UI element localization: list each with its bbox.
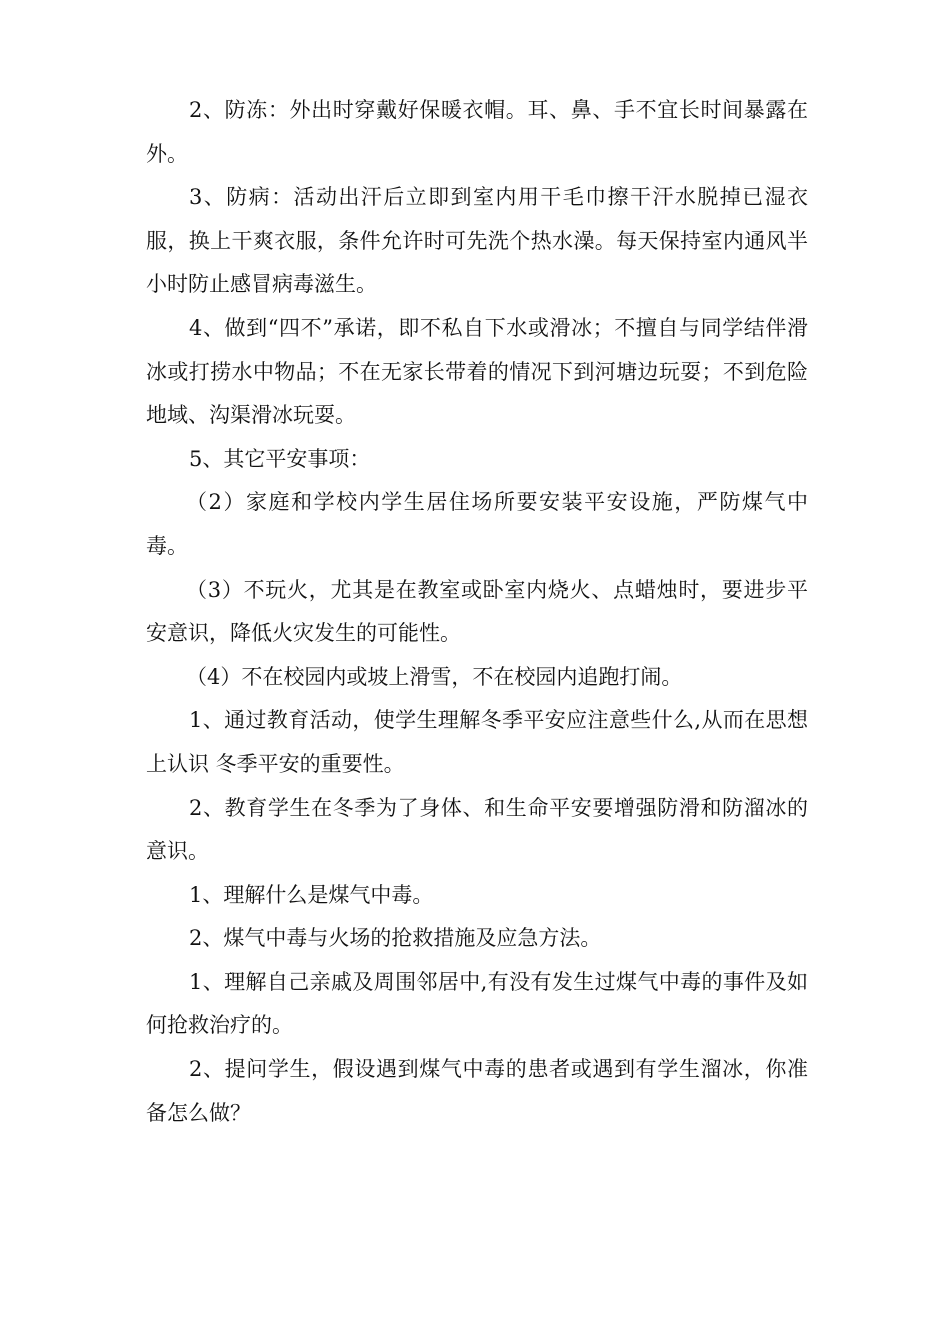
- paragraph: 4、做到“四不”承诺，即不私自下水或滑冰；不擅自与同学结伴滑冰或打捞水中物品；不在无家长带着的情况下到河塘边玩耍；不到危险地域、沟渠滑冰玩耍。: [146, 315, 808, 428]
- paragraph: 3、防病：活动出汗后立即到室内用干毛巾擦干汗水脱掉已湿衣服，换上干爽衣服，条件允许时可先洗个热水澡。每天保持室内通风半小时防止感冒病毒滋生。: [146, 185, 808, 297]
- paragraph: 1、理解自己亲戚及周围邻居中,有没有发生过煤气中毒的事件及如何抢救治疗的。: [146, 969, 808, 1038]
- paragraph: 5、其它平安事项：: [189, 446, 371, 471]
- paragraph: 2、提问学生，假设遇到煤气中毒的患者或遇到有学生溜冰，你准备怎么做？: [146, 1057, 808, 1125]
- document-body: [146, 89, 808, 1135]
- sub-paragraph: （4）不在校园内或坡上滑雪，不在校园内追跑打闹。: [186, 664, 683, 689]
- paragraph: 2、防冻：外出时穿戴好保暖衣帽。耳、鼻、手不宜长时间暴露在外。: [146, 98, 808, 166]
- paragraph: 2、教育学生在冬季为了身体、和生命平安要增强防滑和防溜冰的意识。: [146, 795, 808, 864]
- paragraph: 1、通过教育活动，使学生理解冬季平安应注意些什么,从而在思想上认识 冬季平安的重要性。: [146, 708, 808, 776]
- paragraph: 2、煤气中毒与火场的抢救措施及应急方法。: [189, 926, 602, 951]
- sub-paragraph: （3）不玩火，尤其是在教室或卧室内烧火、点蜡烛时，要进步平安意识，降低火灾发生的可能性。: [146, 577, 808, 646]
- paragraph: 1、理解什么是煤气中毒。: [189, 882, 434, 907]
- sub-paragraph: （2）家庭和学校内学生居住场所要安装平安设施，严防煤气中毒。: [146, 490, 808, 558]
